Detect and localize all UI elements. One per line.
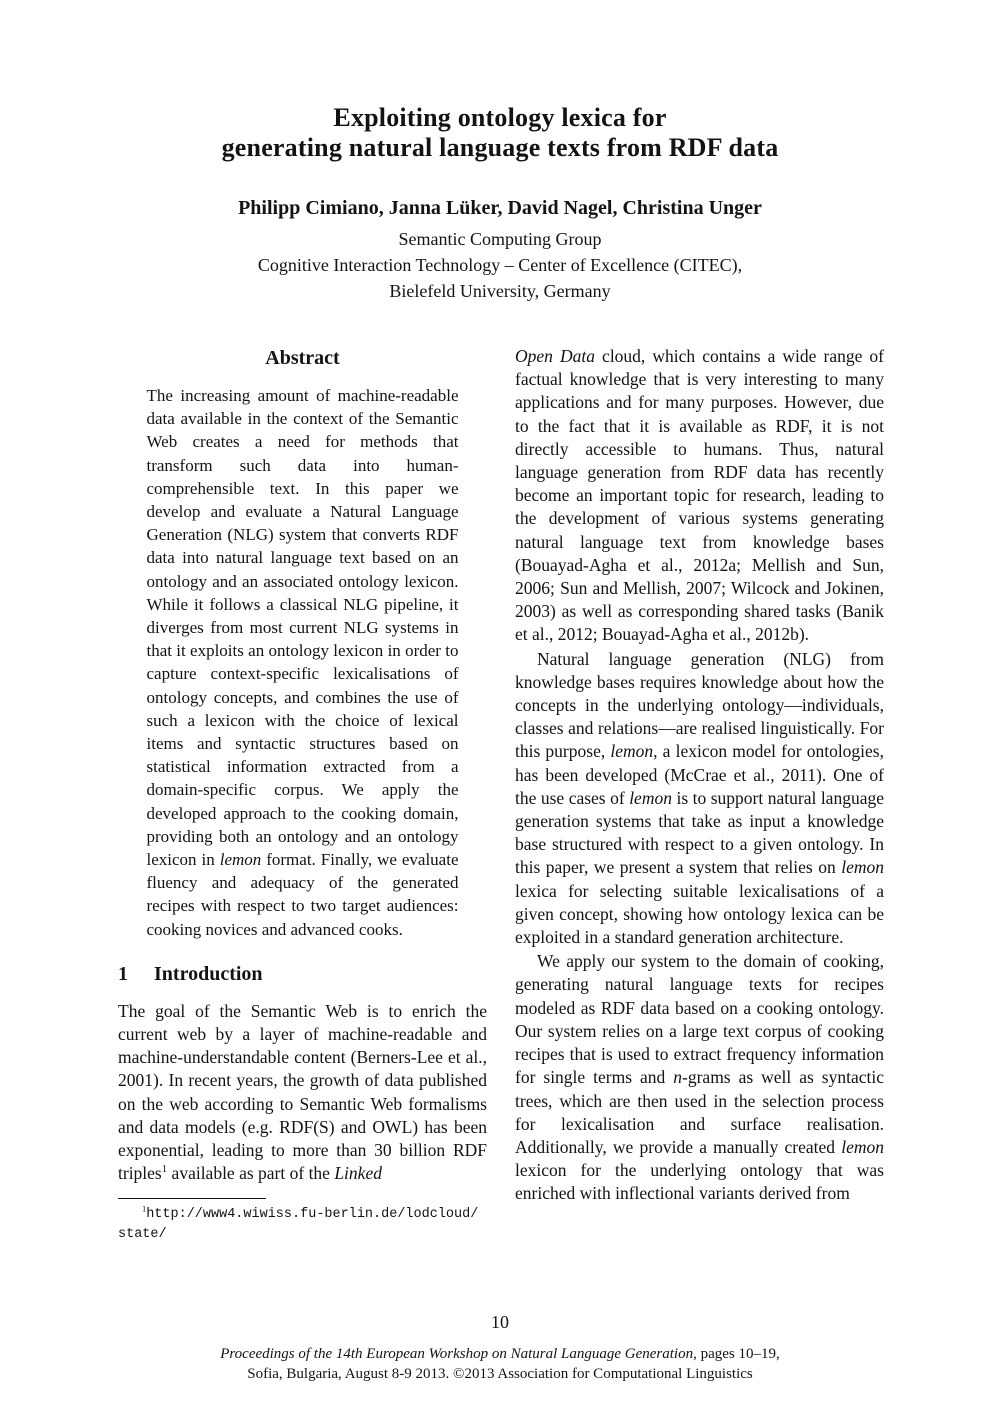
paragraph-open-data: Open Data cloud, which contains a wide range of factual knowledge that is very interesting to many applications and for many purposes. However, due to the fact that it is available as RDF, it is not directly accessible to humans. Thus, natural language generation from RDF data has recently become an important topic for research, leading to the development of various systems generating natural language text from knowledge bases (Bouayad-Agha et al., 2012a; Mellish and Sun, 2006; Sun and Mellish, 2007; Wilcock and Jokinen, 2003) as well as corresponding shared tasks (Banik et al., 2012; Bouayad-Agha et al., 2012b).	[515, 346, 885, 645]
section-number: 1	[118, 962, 128, 985]
title-line-1: Exploiting ontology lexica for	[333, 103, 667, 132]
affiliation-university: Bielefeld University, Germany	[389, 281, 611, 301]
title-line-2: generating natural language texts from RDF data	[221, 133, 779, 162]
footnote-url: http://www4.wiwiss.fu-berlin.de/lodcloud/​state/	[118, 1206, 479, 1242]
paragraph-cooking-domain: We apply our system to the domain of cooking, generating natural language texts for recipes modeled as RDF data based on a cooking ontology. Our system relies on a large text corpus of cooking recipes that is used to extract frequency information for single terms and n-grams as well as syntactic trees, which are then used in the selection process for lexicalisation and surface realisation. Additionally, we provide a manually created lemon lexicon for the underlying ontology that was enriched with inflectional variants derived from	[515, 951, 884, 1204]
proceedings-title: Proceedings of the 14th European Workshop on Natural Language Generation	[220, 1346, 694, 1362]
paragraph-nlg-lemon: Natural language generation (NLG) from knowledge bases requires knowledge about how the concepts in the underlying ontology—individuals, classes and relations—are realised linguistically. For this purpose, lemon, a lexicon model for ontologies, has been developed (McCrae et al., 2011). One of the use cases of lemon is to support natural language generation systems that take as input a knowledge base structured with respect to a given ontology. In this paper, we present a system that relies on lemon lexica for selecting suitable lexicalisations of a given concept, showing how ontology lexica can be exploited in a standard generation architecture.	[515, 648, 884, 948]
proceedings-pages: , pages 10–19,	[693, 1346, 780, 1362]
affiliation-block	[0, 226, 1000, 304]
page-number: 10	[491, 1312, 509, 1332]
abstract-body: The increasing amount of machine-readable data available in the context of the Semantic Web creates a need for methods that transform such data into human-comprehensible text. In this paper we develop and evaluate a Natural Language Generation (NLG) system that converts RDF data into natural language text based on an ontology and an associated ontology lexicon. While it follows a classical NLG pipeline, it diverges from most current NLG systems in that it exploits an ontology lexicon in order to capture context-specific lexicalisations of ontology concepts, and combines the use of such a lexicon with the choice of lexical items and syntactic structures based on statistical information extracted from a domain-specific corpus. We apply the developed approach to the cooking domain, providing both an ontology and an ontology lexicon in lemon format. Finally, we evaluate fluency and adequacy of the generated recipes with respect to two target audiences: cooking novices and advanced cooks.	[146, 386, 459, 939]
authors-line: Philipp Cimiano, Janna Lüker, David Nagel, Christina Unger	[238, 197, 762, 219]
proceedings-footer	[0, 1345, 1000, 1384]
affiliation-group: Semantic Computing Group	[398, 229, 602, 249]
title-block	[0, 0, 1000, 304]
section-title: Introduction	[154, 962, 263, 985]
abstract-section	[118, 347, 487, 941]
footnote-text	[118, 1204, 487, 1244]
footnote-rule	[118, 1198, 266, 1199]
left-column	[118, 345, 487, 1244]
two-column-body	[118, 345, 884, 1244]
affiliation-institute: Cognitive Interaction Technology – Center of Excellence (CITEC),	[257, 255, 743, 275]
intro-paragraph: The goal of the Semantic Web is to enrich the current web by a layer of machine-readable and machine-understandable content (Berners-Lee et al., 2001). In recent years, the growth of data published on the web according to Semantic Web formalisms and data models (e.g. RDF(S) and OWL) has been exponential, leading to more than 30 billion RDF triples$^1$ available as part of the Linked	[118, 1000, 487, 1184]
section-heading-introduction	[118, 963, 487, 986]
proceedings-line2: Sofia, Bulgaria, August 8-9 2013. ©2013 Association for Computational Linguistics	[247, 1365, 753, 1382]
right-column	[515, 345, 884, 1244]
footnote	[118, 1198, 487, 1244]
footnote-marker: 1	[142, 1204, 147, 1213]
abstract-heading: Abstract	[265, 347, 340, 369]
paper-title	[0, 103, 1000, 163]
